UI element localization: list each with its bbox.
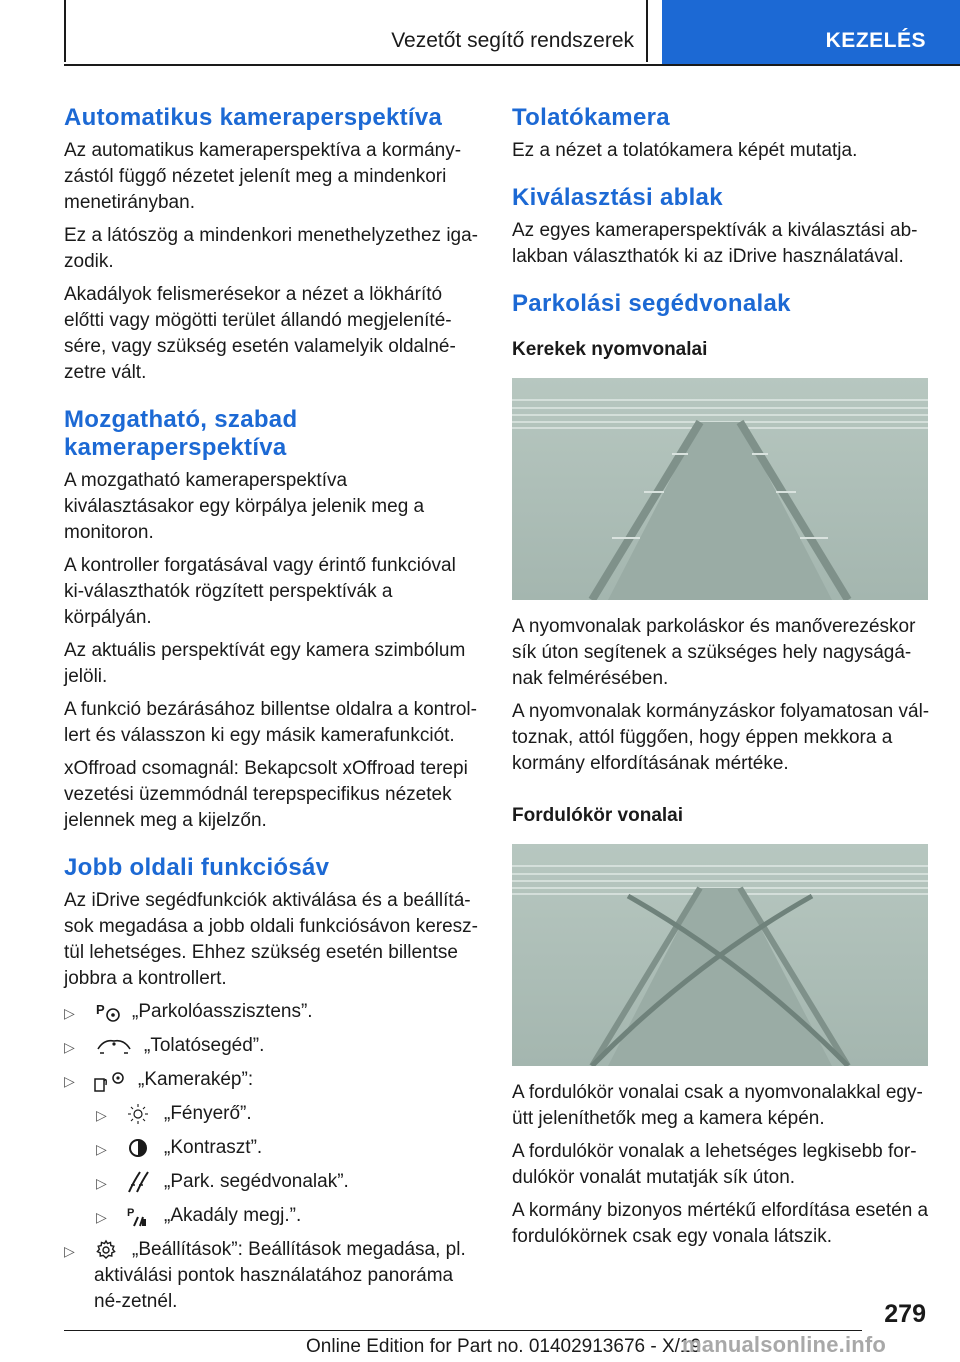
bullet-triangle-icon: ▷ xyxy=(64,1039,75,1055)
paragraph: Akadályok felismerésekor a nézet a lökhárító előtti vagy mögötti terület állandó megjeleníté-sére, vagy szükség esetén valamelyik oldalné-zetre vált. xyxy=(64,284,456,383)
subheading-wheel-tracks: Kerekek nyomvonalai xyxy=(512,339,708,360)
reversing-assist-icon xyxy=(94,1035,134,1057)
heading-free-camera: Mozgatható, szabad kameraperspektíva xyxy=(64,406,298,461)
list-item xyxy=(64,1169,480,1195)
paragraph: A fordulókör vonalai csak a nyomvonalakkal egy-ütt jeleníthetők meg a kamera képén. xyxy=(512,1082,923,1129)
paragraph: Az aktuális perspektívát egy kamera szimbólum jelöli. xyxy=(64,640,466,687)
parking-assist-icon xyxy=(94,1001,122,1023)
paragraph: Az automatikus kameraperspektíva a kormány-zástól függő nézetet jelenít meg a mindenkori menetirányban. xyxy=(64,140,462,213)
list-item xyxy=(64,999,480,1025)
obstacle-marking-icon xyxy=(126,1205,154,1227)
turning-circle-figure xyxy=(512,844,928,1066)
svg-text:P: P xyxy=(96,1001,105,1017)
bullet-triangle-icon: ▷ xyxy=(64,1005,75,1021)
page-header xyxy=(64,0,960,66)
paragraph: A kontroller forgatásával vagy érintő funkcióval ki-választhatók rögzített perspektívák a körpályán. xyxy=(64,555,456,628)
list-item-label: „Kontraszt”. xyxy=(164,1137,263,1158)
list-item-label: „Akadály megj.”. xyxy=(164,1205,302,1226)
bullet-triangle-icon: ▷ xyxy=(64,1243,75,1259)
watermark: manualsonline.info xyxy=(682,1332,887,1357)
bullet-triangle-icon: ▷ xyxy=(96,1141,107,1157)
heading-selection-window: Kiválasztási ablak xyxy=(512,184,723,211)
list-item-label: „Fényerő”. xyxy=(164,1103,252,1124)
chapter-tab xyxy=(662,0,960,64)
chapter-tab-label: KEZELÉS xyxy=(825,29,926,52)
list-item xyxy=(64,1101,480,1127)
paragraph: A fordulókör vonalak a lehetséges legkisebb for-dulókör vonalát mutatják sík úton. xyxy=(512,1141,917,1188)
brightness-icon xyxy=(126,1103,154,1125)
paragraph: A nyomvonalak kormányzáskor folyamatosan vál-toznak, attól függően, hogy éppen mekkora a kormány elfordításának mértéke. xyxy=(512,701,930,774)
list-item-label: „Kamerakép”: xyxy=(138,1069,254,1090)
wheel-tracks-figure xyxy=(512,378,928,600)
list-item-label: „Park. segédvonalak”. xyxy=(164,1171,349,1192)
paragraph: A funkció bezárásához billentse oldalra a kontrol-lert és válasszon ki egy másik kamerafunkciót. xyxy=(64,699,477,746)
left-column xyxy=(64,104,480,1323)
paragraph: Ez a nézet a tolatókamera képét mutatja. xyxy=(512,140,858,161)
heading-automatic-camera: Automatikus kameraperspektíva xyxy=(64,104,443,131)
section-title: Vezetőt segítő rendszerek xyxy=(391,29,634,52)
paragraph: Ez a látószög a mindenkori menethelyzethez iga-zodik. xyxy=(64,225,479,272)
function-list xyxy=(64,999,480,1315)
heading-parking-lines: Parkolási segédvonalak xyxy=(512,290,791,317)
bullet-triangle-icon: ▷ xyxy=(64,1073,75,1089)
list-item xyxy=(64,1067,480,1093)
list-item xyxy=(64,1033,480,1059)
paragraph: xOffroad csomagnál: Bekapcsolt xOffroad terepi vezetési üzemmódnál terepspecifikus nézetek jelennek meg a kijelzőn. xyxy=(64,758,468,831)
subheading-turning-circle: Fordulókör vonalai xyxy=(512,805,684,826)
list-item-label: „Parkolóasszisztens”. xyxy=(132,1001,313,1022)
paragraph: Az egyes kameraperspektívák a kiválasztási ab-lakban választhatók ki az iDrive használatával. xyxy=(512,220,918,267)
heading-right-function-bar: Jobb oldali funkciósáv xyxy=(64,854,330,881)
right-column xyxy=(512,104,930,1257)
svg-text:P: P xyxy=(127,1206,135,1219)
page-number: 279 xyxy=(884,1300,926,1328)
edition-text: Online Edition for Part no. 01402913676 - X/19 xyxy=(306,1336,702,1357)
bullet-triangle-icon: ▷ xyxy=(96,1107,107,1123)
list-item xyxy=(64,1237,480,1315)
heading-rear-camera: Tolatókamera xyxy=(512,104,670,131)
paragraph: A mozgatható kameraperspektíva kiválasztásakor egy körpálya jelenik meg a monitoron. xyxy=(64,470,425,543)
list-item xyxy=(64,1203,480,1229)
list-item-label: „Beállítások”: Beállítások megadása, pl. aktiválási pontok használatához panoráma né-zetnél. xyxy=(94,1239,466,1312)
list-item xyxy=(64,1135,480,1161)
gear-icon xyxy=(94,1239,122,1261)
footer-divider xyxy=(64,1330,862,1331)
header-section xyxy=(64,0,648,62)
paragraph: A kormány bizonyos mértékű elfordítása esetén a fordulókörnek csak egy vonala látszik. xyxy=(512,1200,929,1247)
camera-view-icon xyxy=(94,1069,128,1091)
paragraph: A nyomvonalak parkoláskor és manőverezéskor sík úton segítenek a szükséges hely nagyságá-nak felmérésében. xyxy=(512,616,916,689)
paragraph: Az iDrive segédfunkciók aktiválása és a beállítá-sok megadása a jobb oldali funkciósávon keresz-tül lehetséges. Ehhez szükség esetén billentse jobbra a kontrollert. xyxy=(64,890,479,989)
contrast-icon xyxy=(126,1137,154,1159)
parking-lines-icon xyxy=(126,1171,154,1193)
list-item-label: „Tolatósegéd”. xyxy=(144,1035,265,1056)
bullet-triangle-icon: ▷ xyxy=(96,1209,107,1225)
bullet-triangle-icon: ▷ xyxy=(96,1175,107,1191)
